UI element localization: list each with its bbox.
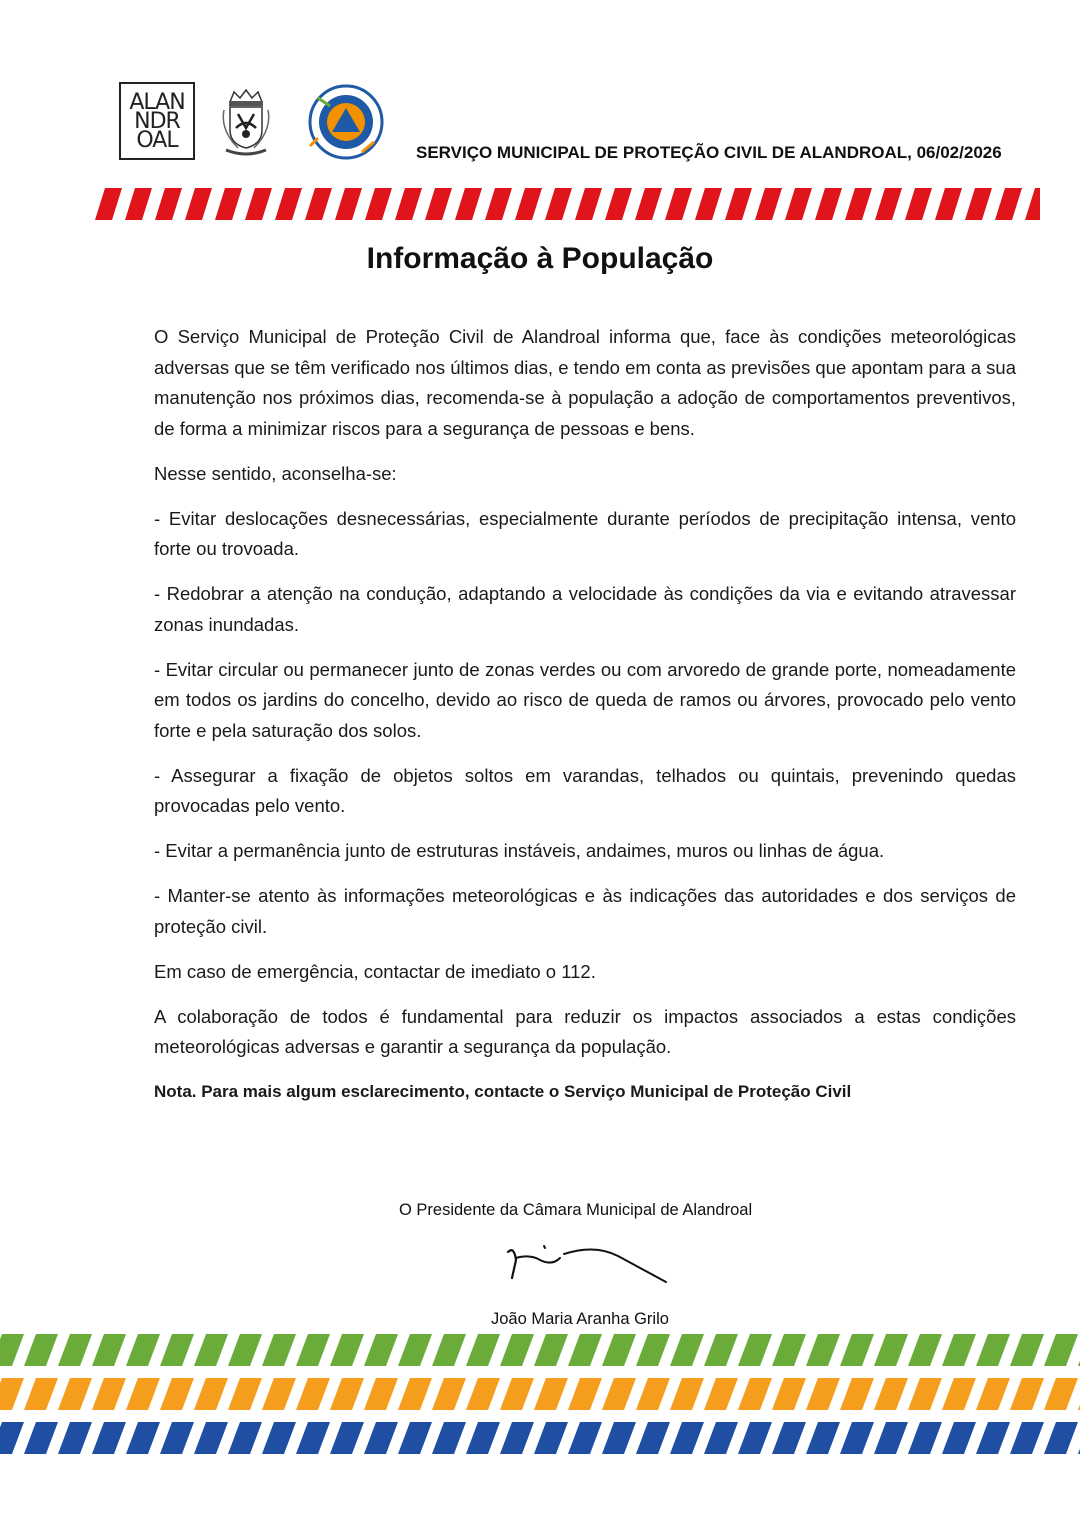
stripe-segment bbox=[636, 1422, 670, 1454]
stripe-segment bbox=[432, 1378, 466, 1410]
stripe-segment bbox=[636, 1334, 670, 1366]
stripe-segment bbox=[126, 1422, 160, 1454]
stripe-segment bbox=[636, 1378, 670, 1410]
stripe-segment bbox=[262, 1378, 296, 1410]
stripe-segment bbox=[738, 1422, 772, 1454]
stripe-segment bbox=[815, 188, 842, 220]
stripe-segment bbox=[908, 1378, 942, 1410]
stripe-segment bbox=[330, 1378, 364, 1410]
stripe-segment bbox=[335, 188, 362, 220]
stripe-segment bbox=[125, 188, 152, 220]
stripe-segment bbox=[194, 1422, 228, 1454]
stripe-segment bbox=[126, 1378, 160, 1410]
stripe-segment bbox=[908, 1334, 942, 1366]
stripe-segment bbox=[534, 1334, 568, 1366]
stripe-segment bbox=[1010, 1334, 1044, 1366]
stripe-segment bbox=[296, 1378, 330, 1410]
stripe-segment bbox=[364, 1378, 398, 1410]
alandroal-logo-line-1: ALAN bbox=[129, 89, 185, 115]
alandroal-logo bbox=[119, 82, 195, 160]
stripe-segment bbox=[0, 1378, 24, 1410]
signature-name: João Maria Aranha Grilo bbox=[491, 1310, 669, 1328]
page-title: Informação à População bbox=[366, 242, 714, 275]
stripe-segment bbox=[92, 1334, 126, 1366]
stripe-segment bbox=[500, 1334, 534, 1366]
protecao-civil-emblem-icon bbox=[304, 84, 388, 160]
stripe-segment bbox=[575, 188, 602, 220]
stripe-segment bbox=[364, 1334, 398, 1366]
stripe-segment bbox=[602, 1422, 636, 1454]
paragraph-emergency: Em caso de emergência, contactar de imediato o 112. bbox=[154, 960, 596, 982]
paragraph-advice-4: - Assegurar a fixação de objetos soltos em varandas, telhados ou quintais, prevenindo quedas provocadas pelo vento. bbox=[154, 764, 1016, 816]
stripe-segment bbox=[228, 1334, 262, 1366]
stripe-segment bbox=[0, 1334, 24, 1366]
stripe-segment bbox=[24, 1422, 58, 1454]
paragraph-advice-5: - Evitar a permanência junto de estruturas instáveis, andaimes, muros ou linhas de água. bbox=[154, 840, 885, 861]
stripe-segment bbox=[245, 188, 272, 220]
stripe-segment bbox=[840, 1378, 874, 1410]
stripe-segment bbox=[605, 188, 632, 220]
red-stripe-band bbox=[0, 188, 1080, 220]
stripe-segment bbox=[772, 1334, 806, 1366]
stripe-segment bbox=[262, 1422, 296, 1454]
stripe-segment bbox=[1010, 1378, 1044, 1410]
signature-scribble bbox=[500, 1240, 675, 1290]
stripe-segment bbox=[398, 1422, 432, 1454]
stripe-segment bbox=[395, 188, 422, 220]
stripe-segment bbox=[725, 188, 752, 220]
stripe-segment bbox=[262, 1334, 296, 1366]
stripe-segment bbox=[665, 188, 692, 220]
stripe-segment bbox=[228, 1422, 262, 1454]
stripe-segment bbox=[296, 1334, 330, 1366]
stripe-segment bbox=[670, 1378, 704, 1410]
stripe-segment bbox=[806, 1422, 840, 1454]
stripe-segment bbox=[215, 188, 242, 220]
stripe-segment bbox=[466, 1422, 500, 1454]
stripe-segment bbox=[704, 1422, 738, 1454]
stripe-segment bbox=[330, 1334, 364, 1366]
stripe-segment bbox=[568, 1422, 602, 1454]
stripe-segment bbox=[432, 1334, 466, 1366]
stripe-segment bbox=[840, 1334, 874, 1366]
stripe-segment bbox=[738, 1334, 772, 1366]
paragraph-collaboration: A colaboração de todos é fundamental para reduzir os impactos associados a estas condições meteorológicas adversas e garantir a segurança da população. bbox=[154, 1005, 1016, 1057]
stripe-segment bbox=[58, 1422, 92, 1454]
stripe-segment bbox=[755, 188, 782, 220]
stripe-segment bbox=[58, 1378, 92, 1410]
service-header-line: SERVIÇO MUNICIPAL DE PROTEÇÃO CIVIL DE ALANDROAL, 06/02/2026 bbox=[416, 143, 1002, 162]
signature-role: O Presidente da Câmara Municipal de Alandroal bbox=[399, 1201, 753, 1219]
stripe-segment bbox=[602, 1334, 636, 1366]
blue-stripe-band bbox=[0, 1422, 1080, 1454]
stripe-segment bbox=[95, 188, 122, 220]
stripe-segment bbox=[330, 1422, 364, 1454]
stripe-segment bbox=[425, 188, 452, 220]
stripe-segment bbox=[908, 1422, 942, 1454]
stripe-segment bbox=[704, 1334, 738, 1366]
stripe-segment bbox=[695, 188, 722, 220]
stripe-segment bbox=[1010, 1422, 1044, 1454]
stripe-segment bbox=[704, 1378, 738, 1410]
paragraph-advice-lead: Nesse sentido, aconselha-se: bbox=[154, 462, 397, 484]
stripe-segment bbox=[635, 188, 662, 220]
stripe-segment bbox=[194, 1378, 228, 1410]
stripe-segment bbox=[275, 188, 302, 220]
alandroal-logo-line-2: NDR bbox=[134, 108, 180, 134]
paragraph-advice-6: - Manter-se atento às informações meteorológicas e às indicações das autoridades e dos serviços de proteção civil. bbox=[154, 885, 1016, 937]
note-line: Nota. Para mais algum esclarecimento, contacte o Serviço Municipal de Proteção Civil bbox=[154, 1082, 852, 1101]
stripe-segment bbox=[500, 1422, 534, 1454]
stripe-segment bbox=[1044, 1378, 1078, 1410]
stripe-segment bbox=[845, 188, 872, 220]
stripe-segment bbox=[500, 1378, 534, 1410]
notice-body bbox=[154, 322, 1016, 1122]
stripe-segment bbox=[1025, 188, 1052, 220]
stripe-segment bbox=[228, 1378, 262, 1410]
stripe-segment bbox=[485, 188, 512, 220]
stripe-segment bbox=[1044, 1422, 1078, 1454]
stripe-segment bbox=[194, 1334, 228, 1366]
stripe-segment bbox=[806, 1378, 840, 1410]
stripe-segment bbox=[185, 188, 212, 220]
stripe-segment bbox=[568, 1334, 602, 1366]
stripe-segment bbox=[1044, 1334, 1078, 1366]
stripe-segment bbox=[840, 1422, 874, 1454]
stripe-segment bbox=[296, 1422, 330, 1454]
stripe-segment bbox=[126, 1334, 160, 1366]
stripe-segment bbox=[874, 1334, 908, 1366]
stripe-segment bbox=[942, 1422, 976, 1454]
stripe-segment bbox=[160, 1422, 194, 1454]
stripe-segment bbox=[670, 1334, 704, 1366]
stripe-segment bbox=[432, 1422, 466, 1454]
stripe-segment bbox=[155, 188, 182, 220]
stripe-segment bbox=[92, 1378, 126, 1410]
stripe-segment bbox=[976, 1378, 1010, 1410]
stripe-segment bbox=[670, 1422, 704, 1454]
stripe-segment bbox=[568, 1378, 602, 1410]
stripe-segment bbox=[875, 188, 902, 220]
paragraph-advice-1: - Evitar deslocações desnecessárias, especialmente durante períodos de precipitação intensa, vento forte ou trovoada. bbox=[154, 507, 1016, 559]
stripe-segment bbox=[905, 188, 932, 220]
stripe-segment bbox=[806, 1334, 840, 1366]
stripe-segment bbox=[785, 188, 812, 220]
alandroal-logo-line-3: OAL bbox=[136, 127, 178, 153]
stripe-segment bbox=[738, 1378, 772, 1410]
stripe-segment bbox=[545, 188, 572, 220]
stripe-segment bbox=[160, 1378, 194, 1410]
stripe-segment bbox=[364, 1422, 398, 1454]
stripe-segment bbox=[874, 1378, 908, 1410]
stripe-segment bbox=[305, 188, 332, 220]
paragraph-advice-3: - Evitar circular ou permanecer junto de zonas verdes ou com arvoredo de grande porte, nomeadamente em todos os jardins do concelho, devido ao risco de queda de ramos ou árvores, provocado pelo vento forte e pela saturação dos solos. bbox=[154, 658, 1016, 741]
stripe-segment bbox=[976, 1334, 1010, 1366]
stripe-segment bbox=[515, 188, 542, 220]
stripe-segment bbox=[772, 1378, 806, 1410]
stripe-segment bbox=[995, 188, 1022, 220]
paragraph-advice-2: - Redobrar a atenção na condução, adaptando a velocidade às condições da via e evitando atravessar zonas inundadas. bbox=[154, 583, 1016, 635]
stripe-segment bbox=[534, 1378, 568, 1410]
orange-stripe-band bbox=[0, 1378, 1080, 1410]
stripe-segment bbox=[965, 188, 992, 220]
stripe-segment bbox=[466, 1378, 500, 1410]
stripe-segment bbox=[92, 1422, 126, 1454]
stripe-segment bbox=[398, 1334, 432, 1366]
stripe-segment bbox=[935, 188, 962, 220]
stripe-segment bbox=[466, 1334, 500, 1366]
stripe-segment bbox=[24, 1378, 58, 1410]
stripe-segment bbox=[365, 188, 392, 220]
stripe-segment bbox=[58, 1334, 92, 1366]
green-stripe-band bbox=[0, 1334, 1080, 1366]
stripe-segment bbox=[976, 1422, 1010, 1454]
stripe-segment bbox=[0, 1422, 24, 1454]
stripe-segment bbox=[602, 1378, 636, 1410]
stripe-segment bbox=[24, 1334, 58, 1366]
stripe-segment bbox=[455, 188, 482, 220]
stripe-segment bbox=[398, 1378, 432, 1410]
stripe-segment bbox=[942, 1378, 976, 1410]
paragraph-intro: O Serviço Municipal de Proteção Civil de Alandroal informa que, face às condições meteorológicas adversas que se têm verificado nos últimos dias, e tendo em conta as previsões que apontam para a sua manutenção nos próximos dias, recomenda-se à população a adoção de comportamentos preventivos, de forma a minimizar riscos para a segurança de pessoas e bens. bbox=[154, 326, 1016, 439]
stripe-segment bbox=[772, 1422, 806, 1454]
stripe-segment bbox=[874, 1422, 908, 1454]
stripe-segment bbox=[942, 1334, 976, 1366]
stripe-segment bbox=[534, 1422, 568, 1454]
stripe-segment bbox=[160, 1334, 194, 1366]
municipal-crest-icon bbox=[216, 88, 276, 158]
